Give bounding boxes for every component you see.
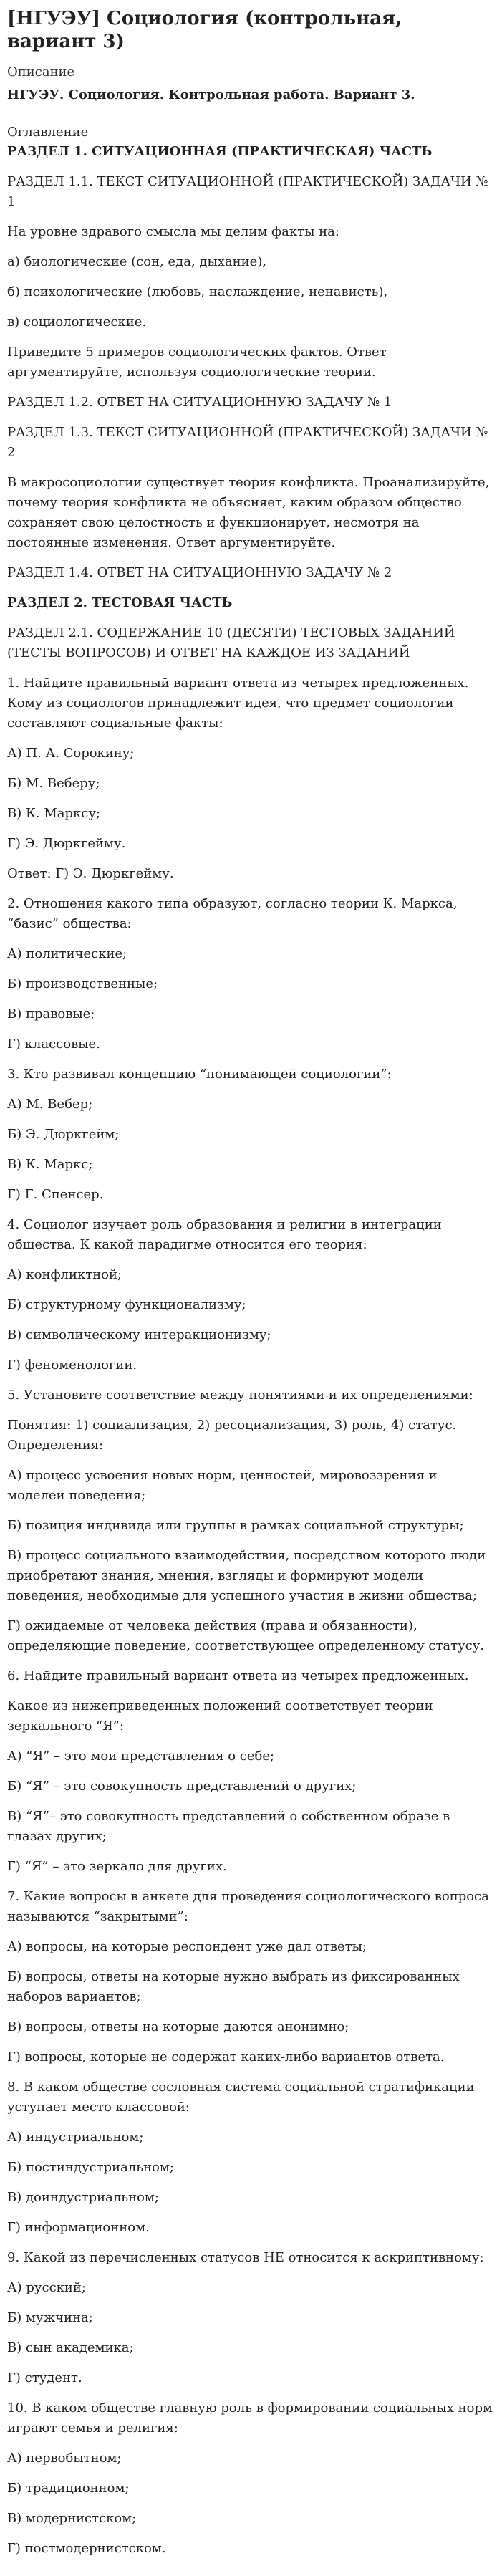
paragraph: 8. В каком обществе сословная система социальной стратификации уступает место классовой: (7, 2080, 475, 2115)
paragraph: Б) М. Веберу; (7, 776, 100, 791)
paragraph: В) К. Маркс; (7, 1157, 93, 1172)
paragraph: 9. Какой из перечисленных статусов НЕ относится к аскриптивному: (7, 2250, 484, 2265)
paragraph: А) процесс усвоения новых норм, ценностей, мировоззрения и моделей поведения; (7, 1468, 438, 1503)
paragraph: А) русский; (7, 2280, 86, 2295)
paragraph: Б) вопросы, ответы на которые нужно выбрать из фиксированных наборов вариантов; (7, 1969, 460, 2004)
description-text: НГУЭУ. Социология. Контрольная работа. Вариант 3. (7, 87, 415, 102)
paragraph: Г) постмодернистском. (7, 2541, 166, 2556)
paragraph: РАЗДЕЛ 1.3. ТЕКСТ СИТУАЦИОННОЙ (ПРАКТИЧЕСКОЙ) ЗАДАЧИ № 2 (7, 425, 488, 460)
paragraph: Г) информационном. (7, 2220, 150, 2235)
paragraph: А) “Я” – это мои представления о себе; (7, 1749, 275, 1764)
paragraph: б) психологические (любовь, наслаждение, ненависть), (7, 284, 388, 299)
paragraph: Б) традиционном; (7, 2481, 130, 2496)
paragraph: 6. Найдите правильный вариант ответа из четырех предложенных. (7, 1668, 469, 1683)
paragraph: Ответ: Г) Э. Дюркгейму. (7, 866, 174, 881)
paragraph: Г) классовые. (7, 1037, 100, 1052)
document-content (7, 142, 495, 2559)
paragraph: В) правовые; (7, 1006, 95, 1022)
paragraph: Г) Э. Дюркгейму. (7, 836, 126, 851)
paragraph: 1. Найдите правильный вариант ответа из четырех предложенных. Кому из социологов принадлежит идея, что предмет социологии составляют социальные факты: (7, 676, 469, 731)
paragraph: Б) Э. Дюркгейм; (7, 1127, 120, 1142)
paragraph: Какое из нижеприведенных положений соответствует теории зеркального “Я”: (7, 1698, 433, 1734)
paragraph: В) К. Марксу; (7, 806, 101, 821)
paragraph: Б) постиндустриальном; (7, 2160, 174, 2175)
paragraph: 5. Установите соответствие между понятиями и их определениями: (7, 1388, 473, 1403)
paragraph: Б) структурному функционализму; (7, 1297, 246, 1312)
description-label: Описание (7, 64, 75, 80)
paragraph: А) конфликтной; (7, 1267, 122, 1282)
paragraph: Б) “Я” – это совокупность представлений о других; (7, 1779, 357, 1794)
paragraph: 2. Отношения какого типа образуют, согласно теории К. Маркса, “базис” общества: (7, 896, 458, 931)
paragraph: Г) феноменологии. (7, 1357, 137, 1373)
paragraph: Г) Г. Спенсер. (7, 1187, 104, 1202)
paragraph: В) процесс социального взаимодействия, посредством которого люди приобретают знания, мнения, взгляды и формируют модели поведения, необходимые для успешного участия в жизни общества; (7, 1548, 486, 1603)
toc-label: Оглавление (7, 125, 89, 140)
paragraph: В) символическому интеракционизму; (7, 1327, 271, 1342)
paragraph: РАЗДЕЛ 2.1. СОДЕРЖАНИЕ 10 (ДЕСЯТИ) ТЕСТОВЫХ ЗАДАНИЙ (ТЕСТЫ ВОПРОСОВ) И ОТВЕТ НА КАЖДОЕ ИЗ ЗАДАНИЙ (7, 625, 455, 660)
paragraph: Б) производственные; (7, 976, 158, 991)
paragraph: В) модернистском; (7, 2511, 137, 2526)
section-heading: РАЗДЕЛ 2. ТЕСТОВАЯ ЧАСТЬ (7, 595, 233, 610)
paragraph: На уровне здравого смысла мы делим факты на: (7, 224, 339, 239)
paragraph: Б) мужчина; (7, 2310, 93, 2325)
paragraph: Г) ожидаемые от человека действия (права и обязанности), определяющие поведение, соответствующее определенному статусу. (7, 1618, 485, 1653)
paragraph: 4. Социолог изучает роль образования и религии в интеграции общества. К какой парадигме относится его теория: (7, 1217, 442, 1252)
paragraph: В) вопросы, ответы на которые даются анонимно; (7, 2019, 349, 2034)
paragraph: В) сын академика; (7, 2340, 134, 2355)
paragraph: А) М. Вебер; (7, 1097, 93, 1112)
paragraph: В) “Я”– это совокупность представлений о собственном образе в глазах других; (7, 1809, 450, 1844)
paragraph: Г) “Я” – это зеркало для других. (7, 1859, 227, 1874)
paragraph: Г) вопросы, которые не содержат каких-либо вариантов ответа. (7, 2049, 445, 2065)
paragraph: 7. Какие вопросы в анкете для проведения социологического вопроса называются “закрытыми”: (7, 1889, 489, 1924)
paragraph: РАЗДЕЛ 1.2. ОТВЕТ НА СИТУАЦИОННУЮ ЗАДАЧУ № 1 (7, 395, 392, 410)
paragraph: а) биологические (сон, еда, дыхание), (7, 254, 267, 269)
section-heading: РАЗДЕЛ 1. СИТУАЦИОННАЯ (ПРАКТИЧЕСКАЯ) ЧАСТЬ (7, 144, 433, 159)
paragraph: РАЗДЕЛ 1.4. ОТВЕТ НА СИТУАЦИОННУЮ ЗАДАЧУ № 2 (7, 565, 392, 580)
paragraph: Приведите 5 примеров социологических фактов. Ответ аргументируйте, используя социологические теории. (7, 345, 387, 380)
paragraph: А) индустриальном; (7, 2130, 144, 2145)
paragraph: 3. Кто развивал концепцию “понимающей социологии”: (7, 1067, 392, 1082)
paragraph: РАЗДЕЛ 1.1. ТЕКСТ СИТУАЦИОННОЙ (ПРАКТИЧЕСКОЙ) ЗАДАЧИ № 1 (7, 174, 488, 209)
paragraph: В) доиндустриальном; (7, 2190, 159, 2205)
paragraph: А) П. А. Сорокину; (7, 746, 135, 761)
paragraph: А) политические; (7, 946, 127, 961)
paragraph: Б) позиция индивида или группы в рамках социальной структуры; (7, 1518, 464, 1533)
paragraph: 10. В каком обществе главную роль в формировании социальных норм играют семья и религия: (7, 2400, 493, 2436)
paragraph: в) социологические. (7, 314, 147, 330)
paragraph: Понятия: 1) социализация, 2) ресоциализация, 3) роль, 4) статус. Определения: (7, 1418, 457, 1453)
page-title: [НГУЭУ] Социология (контрольная, вариант 3) (7, 8, 402, 52)
paragraph: А) первобытном; (7, 2451, 122, 2466)
paragraph: Г) студент. (7, 2370, 82, 2385)
paragraph: В макросоциологии существует теория конфликта. Проанализируйте, почему теория конфликта не объясняет, каким образом общество сохраняет свою целостность и функционирует, несмотря на постоянные изменения. Ответ аргументируйте. (7, 475, 490, 550)
paragraph: А) вопросы, на которые респондент уже дал ответы; (7, 1939, 367, 1954)
